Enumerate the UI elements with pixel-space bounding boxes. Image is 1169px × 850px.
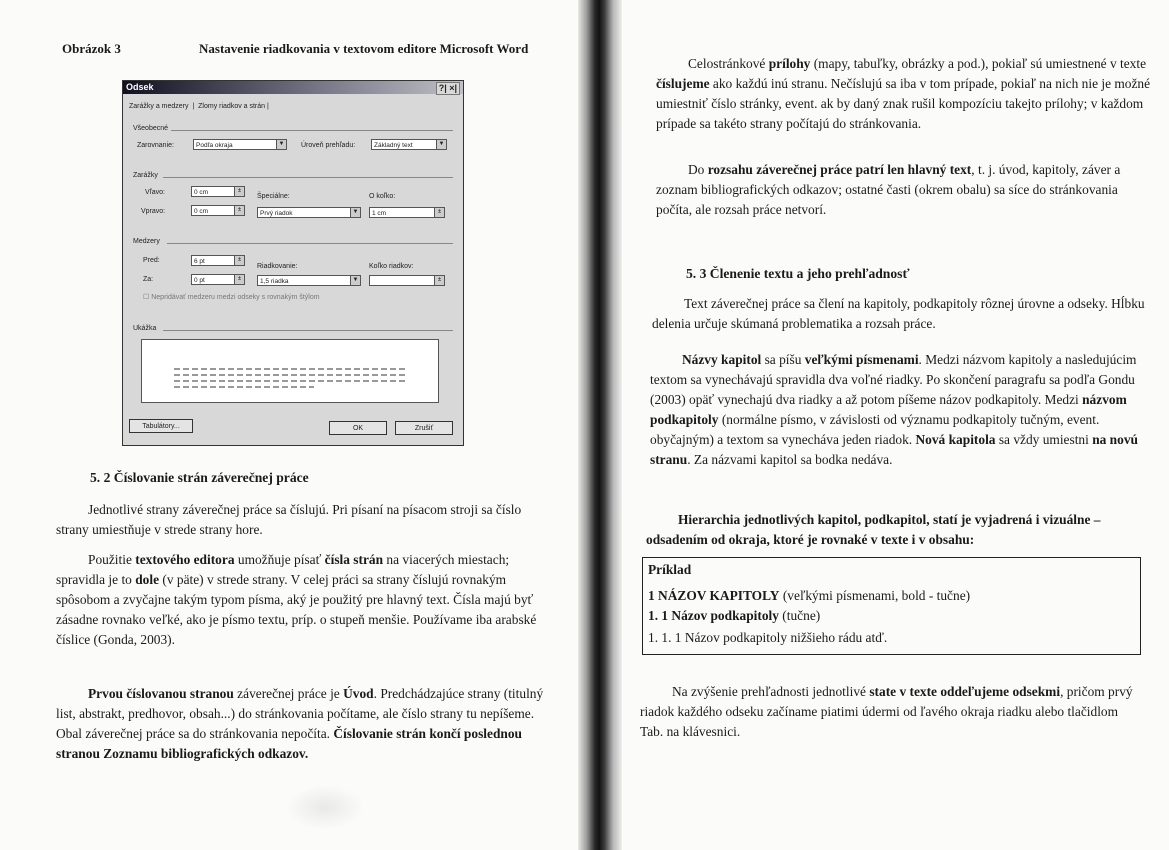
example-line-3: 1. 1. 1 Názov podkapitoly nižšieho rádu atď.	[648, 630, 888, 645]
special-label: Špeciálne:	[257, 193, 290, 200]
align-label: Zarovnanie:	[137, 142, 174, 149]
group-spacing-label: Medzery	[133, 238, 160, 245]
section-heading-5-3: 5. 3 Členenie textu a jeho prehľadnosť	[686, 266, 910, 281]
tab-indents-spacing[interactable]: Zarážky a medzery	[129, 103, 189, 110]
right-indent-input[interactable]	[191, 205, 245, 216]
scan-smudge	[285, 785, 365, 830]
left-indent-value: 0 cm	[194, 189, 209, 196]
by-input[interactable]	[369, 207, 445, 218]
line-spacing-value: 1,5 riadka	[260, 278, 289, 285]
right-indent-label: Vpravo:	[141, 208, 166, 215]
before-input[interactable]	[191, 255, 245, 266]
paragraph-dialog	[122, 80, 464, 446]
outline-value: Základný text	[374, 142, 413, 149]
dialog-title: Odsek	[126, 82, 154, 92]
chevron-down-icon: ▼	[350, 276, 360, 285]
line-spacing-select[interactable]	[257, 275, 361, 286]
group-indent-label: Zarážky	[133, 172, 158, 179]
figure-caption-title: Nastavenie riadkovania v textovom editore Microsoft Word	[199, 41, 529, 56]
group-general-label: Všeobecné	[133, 125, 169, 132]
align-value: Podľa okraja	[196, 142, 233, 149]
chevron-down-icon: ▼	[436, 140, 446, 149]
spinner-icon[interactable]: ±	[234, 206, 244, 215]
spinner-icon[interactable]: ±	[234, 187, 244, 196]
left-indent-input[interactable]	[191, 186, 245, 197]
right-paragraph-1: Celostránkové prílohy (mapy, tabuľky, obrázky a pod.), pokiaľ sú umiestnené v texte číslujeme ako každú inú stranu. Nečíslujú sa iba v tom prípade, pokiaľ na nich nie je možné umiestniť číslo stránky, event. ak by daný znak rušil kompozíciu takejto prílohy; v každom prípade sa takéto strany počítajú do stránkovania.	[656, 56, 1151, 131]
chevron-down-icon: ▼	[350, 208, 360, 217]
left-paragraph-2: Použitie textového editora umožňuje písať čísla strán na viacerých miestach; spravidla je to dole (v päte) v strede strany. V celej práci sa strany číslujú rovnakým spôsobom a zvyčajne takým typom písma, aký je použitý pre hlavný text. Čísla majú byť zásadne rovnako veľké, ako je písmo textu, príp. o stupeň menšie. Používame iba arabské číslice (Gonda, 2003).	[56, 552, 537, 647]
after-label: Za:	[143, 276, 154, 283]
right-paragraph-6: Na zvýšenie prehľadnosti jednotlivé state v texte oddeľujeme odsekmi, pričom prvý riadok každého odseku začíname piatimi údermi od ľavého okraja riadku alebo tlačidlom Tab. na klávesnici.	[640, 684, 1133, 739]
tab-line-page-breaks[interactable]: Zlomy riadkov a strán	[198, 103, 266, 110]
tabs-button[interactable]: Tabulátory...	[129, 419, 193, 433]
spinner-icon[interactable]: ±	[434, 208, 444, 217]
example-title: Príklad	[648, 562, 692, 577]
help-close-icon[interactable]: ?| ×|	[436, 82, 460, 95]
outline-label: Úroveň prehľadu:	[301, 142, 356, 149]
outline-select[interactable]	[371, 139, 447, 150]
example-line-2: 1. 1 Názov podkapitoly (tučne)	[648, 608, 821, 623]
right-paragraph-2: Do rozsahu záverečnej práce patrí len hlavný text, t. j. úvod, kapitoly, záver a zoznam bibliografických odkazov; ostatné časti (okrem obalu) sa síce do stránkovania počíta, ale rozsah práce netvorí.	[656, 162, 1121, 217]
group-preview-label: Ukážka	[133, 325, 157, 332]
at-label: Koľko riadkov:	[369, 263, 414, 270]
ok-button[interactable]: OK	[329, 421, 387, 435]
before-value: 6 pt	[194, 258, 205, 265]
example-line-1: 1 NÁZOV KAPITOLY (veľkými písmenami, bold - tučne)	[648, 588, 971, 603]
after-value: 0 pt	[194, 277, 205, 284]
at-input[interactable]	[369, 275, 445, 286]
no-space-checkbox[interactable]: ☐ Nepridávať medzeru medzi odseky s rovnakým štýlom	[143, 294, 320, 301]
dialog-tabs: Zarážky a medzery | Zlomy riadkov a strán |	[129, 103, 269, 110]
left-paragraph-1: Jednotlivé strany záverečnej práce sa číslujú. Pri písaní na písacom stroji sa číslo strany umiestňuje v strede strany hore.	[56, 502, 522, 537]
align-select[interactable]	[193, 139, 287, 150]
cancel-button[interactable]: Zrušiť	[395, 421, 453, 435]
left-indent-label: Vľavo:	[145, 189, 165, 196]
book-spine-shadow	[578, 0, 622, 850]
right-paragraph-4: Názvy kapitol sa píšu veľkými písmenami. Medzi názvom kapitoly a nasledujúcim textom sa vynechávajú spravidla dva voľné riadky. Po skončení paragrafu sa podľa Gondu (2003) opäť vynechajú dva riadky a až potom píšeme názov podkapitoly. Medzi názvom podkapitoly (normálne písmo, v závislosti od významu podkapitoly tučným, event. obyčajným) a textom sa vynecháva jeden riadok. Nová kapitola sa vždy umiestni na novú stranu. Za názvami kapitol sa bodka nedáva.	[650, 352, 1138, 467]
special-select[interactable]	[257, 207, 361, 218]
after-input[interactable]	[191, 274, 245, 285]
example-box	[642, 557, 1141, 655]
no-space-checkbox-label: Nepridávať medzeru medzi odseky s rovnakým štýlom	[151, 294, 320, 301]
by-label: O koľko:	[369, 193, 396, 200]
before-label: Pred:	[143, 257, 160, 264]
special-value: Prvý riadok	[260, 210, 293, 217]
line-spacing-label: Riadkovanie:	[257, 263, 298, 270]
dialog-titlebar	[123, 81, 463, 94]
chevron-down-icon: ▼	[276, 140, 286, 149]
spinner-icon[interactable]: ±	[234, 256, 244, 265]
right-indent-value: 0 cm	[194, 208, 209, 215]
preview-box	[141, 339, 439, 403]
right-paragraph-3: Text záverečnej práce sa člení na kapitoly, podkapitoly rôznej úrovne a odseky. Hĺbku delenia určuje skúmaná problematika a rozsah práce.	[652, 296, 1145, 331]
spinner-icon[interactable]: ±	[434, 276, 444, 285]
section-heading-5-2: 5. 2 Číslovanie strán záverečnej práce	[90, 470, 309, 485]
left-paragraph-3: Prvou číslovanou stranou záverečnej práce je Úvod. Predchádzajúce strany (titulný list, abstrakt, predhovor, obsah...) do stránkovania počítame, ale číslo strany tu nepíšeme. Obal záverečnej práce sa do stránkovania nepočíta. Číslovanie strán končí poslednou stranou Zoznamu bibliografických odkazov.	[56, 686, 544, 761]
spinner-icon[interactable]: ±	[234, 275, 244, 284]
right-paragraph-5: Hierarchia jednotlivých kapitol, podkapitol, statí je vyjadrená i vizuálne – odsadením od okraja, ktoré je rovnaké v texte i v obsahu:	[646, 512, 1101, 547]
figure-caption-label: Obrázok 3	[62, 41, 121, 56]
by-value: 1 cm	[372, 210, 387, 217]
